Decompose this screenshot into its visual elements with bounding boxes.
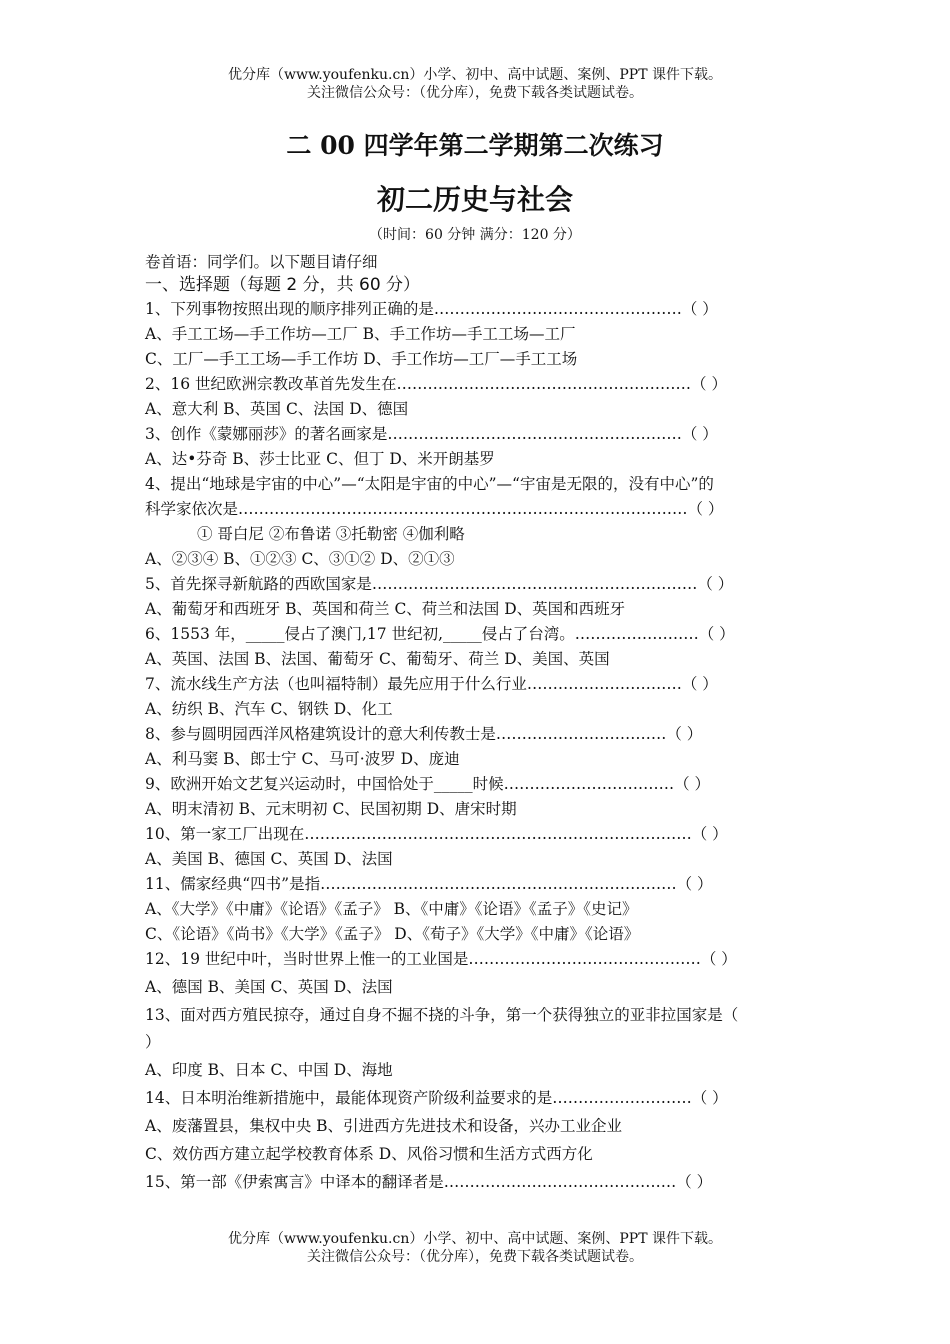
question-line: 8、参与圆明园西洋风格建筑设计的意大利传教士是……………………………（ ） <box>145 725 703 743</box>
option-line: A、葡萄牙和西班牙 B、英国和荷兰 C、荷兰和法国 D、英国和西班牙 <box>145 600 626 618</box>
question-line: 15、第一部《伊索寓言》中译本的翻译者是………………………………………（ ） <box>145 1173 713 1191</box>
option-line: A、②③④ B、①②③ C、③①② D、②①③ <box>145 550 455 568</box>
option-line: A、手工工场—手工作坊—工厂 B、手工作坊—手工工场—工厂 <box>145 325 576 343</box>
preface: 卷首语：同学们。以下题目请仔细 <box>145 253 378 271</box>
question-line: 2、16 世纪欧洲宗教改革首先发生在…………………………………………………（ ） <box>145 375 727 393</box>
footer-line-2: 关注微信公众号：（优分库），免费下载各类试题试卷。 <box>307 1249 643 1265</box>
option-line: A、明末清初 B、元末明初 C、民国初期 D、唐宋时期 <box>145 800 517 818</box>
question-line: 13、面对西方殖民掠夺，通过自身不掘不挠的斗争，第一个获得独立的亚非拉国家是（ <box>145 1006 739 1024</box>
option-line: A、美国 B、德国 C、英国 D、法国 <box>145 850 393 868</box>
time-info: （时间：60 分钟 满分：120 分） <box>369 227 581 243</box>
header-line-2: 关注微信公众号：（优分库），免费下载各类试题试卷。 <box>307 85 643 101</box>
subject-title: 初二历史与社会 <box>376 183 573 216</box>
question-line: 10、第一家工厂出现在…………………………………………………………………（ ） <box>145 825 728 843</box>
option-line: C、工厂—手工工场—手工作坊 D、手工作坊—工厂—手工工场 <box>145 350 578 368</box>
option-line: C、《论语》《尚书》《大学》《孟子》 D、《荀子》《大学》《中庸》《论语》 <box>145 925 640 943</box>
option-line: A、印度 B、日本 C、中国 D、海地 <box>145 1061 393 1079</box>
option-line: A、废藩置县，集权中央 B、引进西方先进技术和设备，兴办工业企业 <box>145 1117 623 1135</box>
page-footer <box>0 1230 950 1266</box>
question-line: 4、提出“地球是宇宙的中心”—“太阳是宇宙的中心”—“宇宙是无限的，没有中心”的 <box>145 475 714 493</box>
question-line: 12、19 世纪中叶，当时世界上惟一的工业国是………………………………………（ ） <box>145 950 737 968</box>
option-line: A、达•芬奇 B、莎士比亚 C、但丁 D、米开朗基罗 <box>145 450 495 468</box>
option-line: C、效仿西方建立起学校教育体系 D、风俗习惯和生活方式西方化 <box>145 1145 593 1163</box>
question-line: 5、首先探寻新航路的西欧国家是………………………………………………………（ ） <box>145 575 734 593</box>
footer-line-1: 优分库（www.youfenku.cn）小学、初中、高中试题、案例、PPT 课件下载。 <box>227 1231 722 1247</box>
question-line: 9、欧洲开始文艺复兴运动时，中国恰处于_____时候……………………………（ ） <box>145 775 711 793</box>
option-line: A、意大利 B、英国 C、法国 D、德国 <box>145 400 409 418</box>
question-line-continued: ） <box>145 1033 161 1051</box>
option-line: A、纺织 B、汽车 C、钢铁 D、化工 <box>145 700 393 718</box>
option-line: A、利马窦 B、郎士宁 C、马可·波罗 D、庞迪 <box>145 750 460 768</box>
question-line: 11、儒家经典“四书”是指……………………………………………………………（ ） <box>145 875 713 893</box>
question-line: 3、创作《蒙娜丽莎》的著名画家是…………………………………………………（ ） <box>145 425 718 443</box>
page-header <box>0 66 950 102</box>
question-line: 7、流水线生产方法（也叫福特制）最先应用于什么行业…………………………（ ） <box>145 675 718 693</box>
question-line: 1、下列事物按照出现的顺序排列正确的是…………………………………………（ ） <box>145 300 718 318</box>
choice-list: ① 哥白尼 ②布鲁诺 ③托勒密 ④伽利略 <box>197 525 465 543</box>
section-heading: 一、选择题（每题 2 分，共 60 分） <box>145 275 421 295</box>
option-line: A、《大学》《中庸》《论语》《孟子》 B、《中庸》《论语》《孟子》《史记》 <box>145 900 638 918</box>
header-line-1: 优分库（www.youfenku.cn）小学、初中、高中试题、案例、PPT 课件下载。 <box>227 67 722 83</box>
exam-title: 二 00 四学年第二学期第二次练习 <box>286 131 664 160</box>
option-line: A、英国、法国 B、法国、葡萄牙 C、葡萄牙、荷兰 D、美国、英国 <box>145 650 610 668</box>
question-line: 14、日本明治维新措施中，最能体现资产阶级利益要求的是………………………（ ） <box>145 1089 728 1107</box>
question-line: 6、1553 年，_____侵占了澳门,17 世纪初,_____侵占了台湾。……………………（ ） <box>145 625 735 643</box>
question-line: 科学家依次是……………………………………………………………………………（ ） <box>145 500 724 518</box>
option-line: A、德国 B、美国 C、英国 D、法国 <box>145 978 393 996</box>
